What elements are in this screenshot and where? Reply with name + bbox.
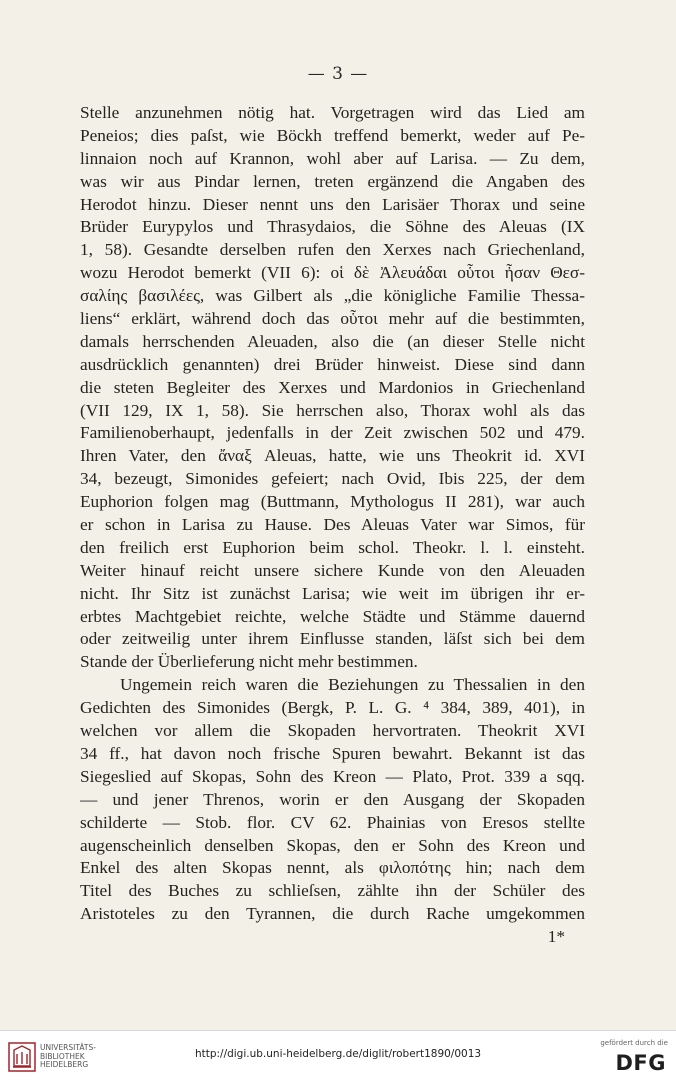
- text-line: Herodot hinzu. Dieser nennt uns den Larisäer Thorax und seine: [80, 194, 585, 214]
- text-line: (VII 129, IX 1, 58). Sie herrschen also, Thorax wohl als das: [80, 400, 585, 420]
- text-line: Enkel des alten Skopas nennt, als φιλοπότης hin; nach dem: [80, 858, 585, 878]
- text-line: Ihren Vater, den ἄναξ Aleuas, hatte, wie uns Theokrit id. XVI: [80, 446, 585, 466]
- text-line: die steten Begleiter des Xerxes und Mardonios in Griechenland: [80, 377, 585, 397]
- text-line: damals herrschenden Aleuaden, also die (an dieser Stelle nicht: [80, 331, 585, 351]
- text-line: den freilich erst Euphorion beim schol. Theokr. l. l. einsteht.: [80, 537, 585, 557]
- text-line: 1, 58). Gesandte derselben rufen den Xerxes nach Griechenland,: [80, 240, 585, 260]
- permalink-url[interactable]: http://digi.ub.uni-heidelberg.de/diglit/robert1890/0013: [194, 1048, 482, 1060]
- text-line: Stande der Überlieferung nicht mehr bestimmen.: [80, 652, 418, 672]
- viewer-footer: [0, 1030, 676, 1081]
- text-line: wozu Herodot bemerkt (VII 6): οἱ δὲ Ἀλευάδαι οὗτοι ἦσαν Θεσ-: [80, 263, 585, 283]
- text-line: Stelle anzunehmen nötig hat. Vorgetragen wird das Lied am: [80, 103, 585, 122]
- text-line: — und jener Threnos, worin er den Ausgang der Skopaden: [80, 789, 585, 809]
- library-name-line: UNIVERSITÄTS-: [40, 1043, 96, 1052]
- text-line: liens“ erklärt, während doch das οὗτοι mehr auf die bestimmten,: [80, 309, 585, 329]
- text-line: σαλίης βασιλέες, was Gilbert als „die königliche Familie Thessa-: [80, 286, 585, 306]
- text-line: 34, bezeugt, Simonides gefeiert; nach Ovid, Ibis 225, der dem: [80, 469, 585, 489]
- text-line: oder zeitweilig unter ihrem Einflusse standen, läſst sich bei dem: [80, 629, 585, 649]
- text-line: Gedichten des Simonides (Bergk, P. L. G. ⁴ 384, 389, 401), in: [80, 698, 585, 718]
- library-name-line: HEIDELBERG: [40, 1060, 89, 1069]
- text-line: Weiter hinauf reicht unsere sichere Kunde von den Aleuaden: [80, 560, 585, 580]
- text-line: ausdrücklich genannten) drei Brüder hinweist. Diese sind dann: [80, 354, 585, 374]
- dfg-logo: DFG: [615, 1051, 666, 1075]
- text-line: Siegeslied auf Skopas, Sohn des Kreon — Plato, Prot. 339 a sqq.: [80, 766, 585, 786]
- text-line: 34 ff., hat davon noch frische Spuren bewahrt. Bekannt ist das: [80, 743, 585, 763]
- text-line: augenscheinlich denselben Skopas, den er Sohn des Kreon und: [80, 835, 585, 855]
- text-line: Ungemein reich waren die Beziehungen zu Thessalien in den: [120, 675, 585, 695]
- text-line: linnaion noch auf Krannon, wohl aber auf Larisa. — Zu dem,: [80, 148, 585, 168]
- text-line: Brüder Eurypylos und Thrasydaios, die Söhne des Aleuas (IX: [80, 217, 585, 237]
- text-line: schilderte — Stob. flor. CV 62. Phainias von Eresos stellte: [80, 812, 585, 832]
- text-line: Titel des Buches zu schlieſsen, zählte ihn der Schüler des: [80, 881, 585, 901]
- text-line: Euphorion folgen mag (Buttmann, Mythologus II 281), war auch: [80, 492, 585, 512]
- library-name-line: BIBLIOTHEK: [40, 1051, 85, 1061]
- funding-label: gefördert durch die: [600, 1039, 668, 1047]
- text-line: Familienoberhaupt, jedenfalls in der Zeit zwischen 502 und 479.: [80, 423, 585, 443]
- body-text: [80, 102, 585, 949]
- page-number: — 3 —: [307, 64, 369, 84]
- text-line: Aristoteles zu den Tyrannen, die durch Rache umgekommen: [80, 904, 585, 924]
- text-line: was wir aus Pindar lernen, treten ergänzend die Angaben des: [80, 171, 585, 191]
- text-line: Peneios; dies paſst, wie Böckh treffend bemerkt, weder auf Pe-: [80, 125, 585, 145]
- text-line: welchen vor allem die Skopaden hervortraten. Theokrit XVI: [80, 721, 585, 741]
- text-line: erbtes Machtgebiet reichte, welche Städte und Stämme dauernd: [80, 606, 585, 626]
- text-line: nicht. Ihr Sitz ist zunächst Larisa; wie weit im übrigen ihr er-: [80, 583, 585, 603]
- signature-mark: 1*: [547, 927, 565, 947]
- text-line: er schon in Larisa zu Hause. Des Aleuas Vater war Simos, für: [80, 515, 585, 535]
